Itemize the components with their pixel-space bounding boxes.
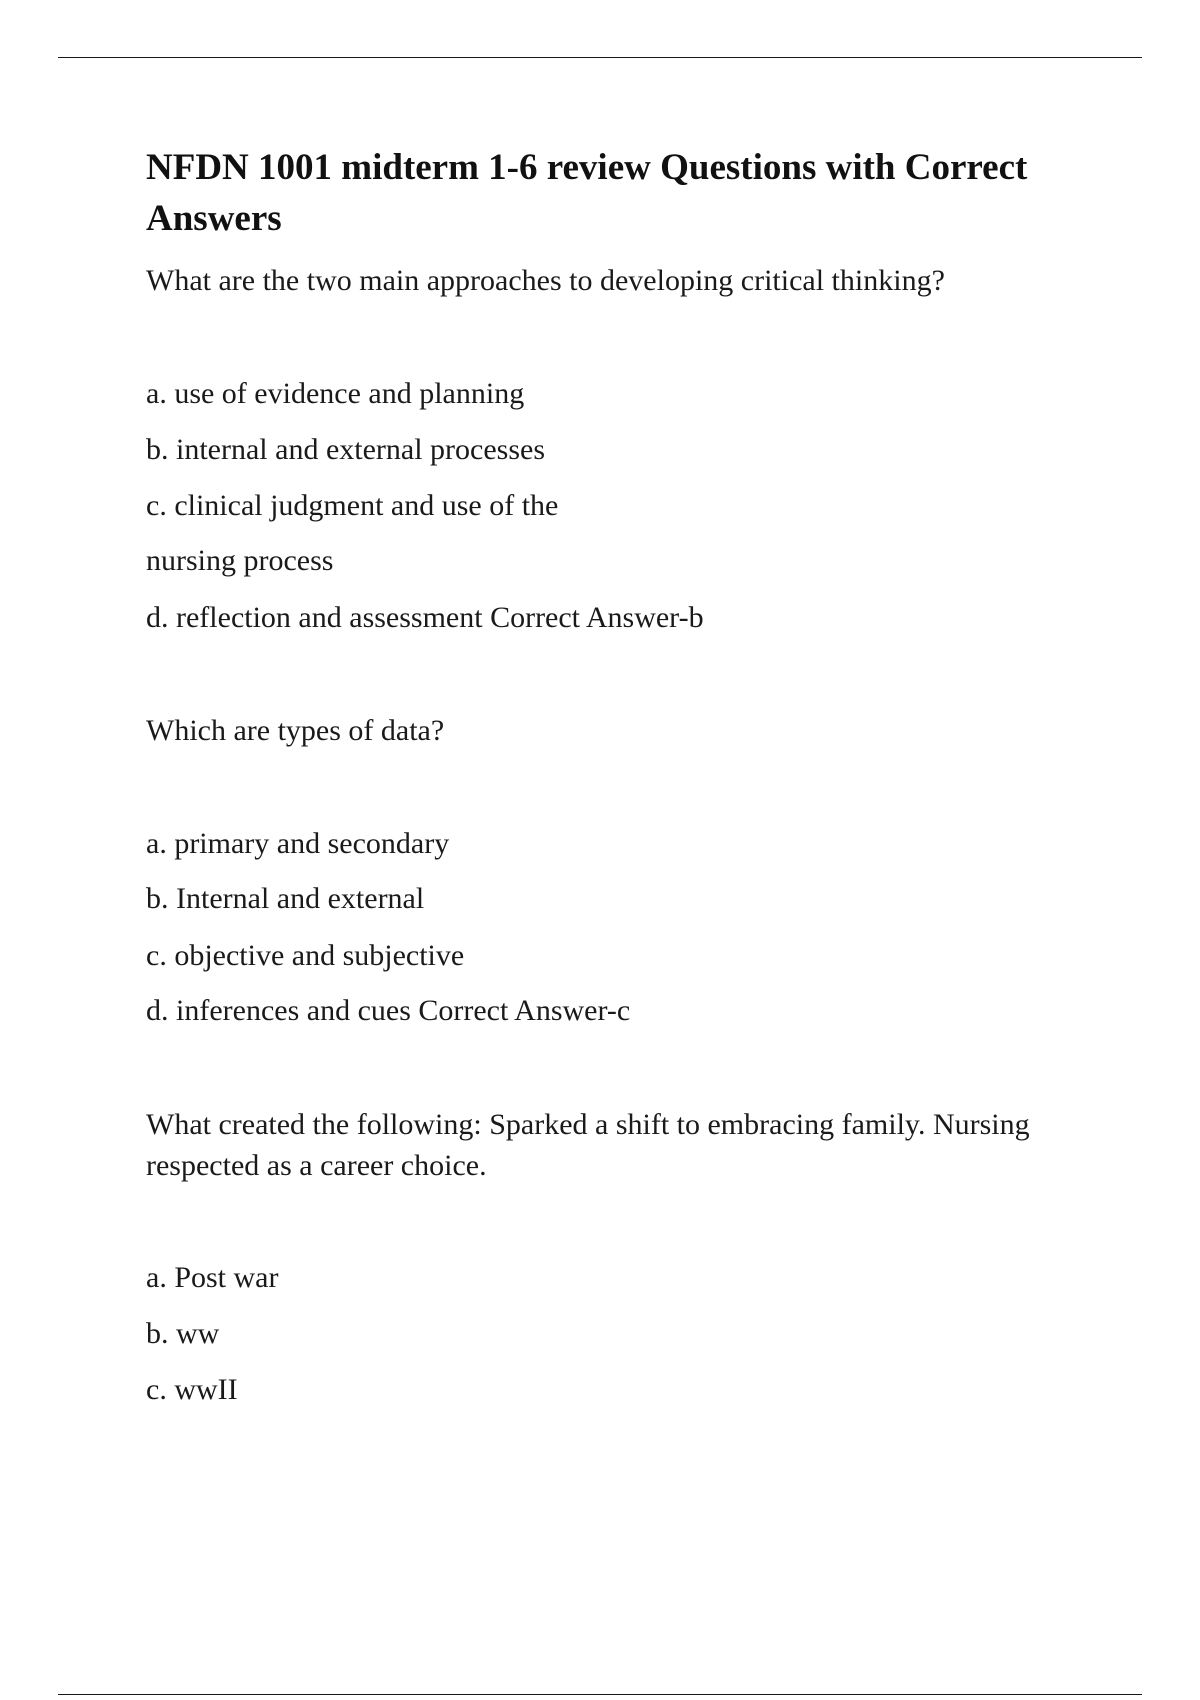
question-1-option-b: b. internal and external processes <box>146 433 546 466</box>
question-3-prompt: What created the following: Sparked a shift to embracing family. Nursing respected as a career choice. <box>146 1108 1030 1182</box>
question-2-prompt: Which are types of data? <box>146 714 445 747</box>
question-2-option-c: c. objective and subjective <box>146 939 465 972</box>
question-1-prompt: What are the two main approaches to developing critical thinking? <box>146 264 945 297</box>
header-rule <box>58 57 1142 58</box>
question-1-option-c: c. clinical judgment and use of the <box>146 489 559 522</box>
question-2-option-d-answer: d. inferences and cues Correct Answer-c <box>146 994 631 1027</box>
question-2-option-b: b. Internal and external <box>146 882 425 915</box>
question-3-option-c: c. wwII <box>146 1373 238 1406</box>
question-3-option-a: a. Post war <box>146 1261 279 1294</box>
question-1-option-a: a. use of evidence and planning <box>146 377 525 410</box>
footer-rule <box>58 1694 1142 1695</box>
document-title: NFDN 1001 midterm 1-6 review Questions with Correct Answers <box>146 147 1028 239</box>
question-3-option-b: b. ww <box>146 1317 220 1350</box>
question-1-option-d-answer: d. reflection and assessment Correct Answer-b <box>146 601 704 634</box>
question-1-option-c-continued: nursing process <box>146 544 334 577</box>
question-2-option-a: a. primary and secondary <box>146 827 450 860</box>
